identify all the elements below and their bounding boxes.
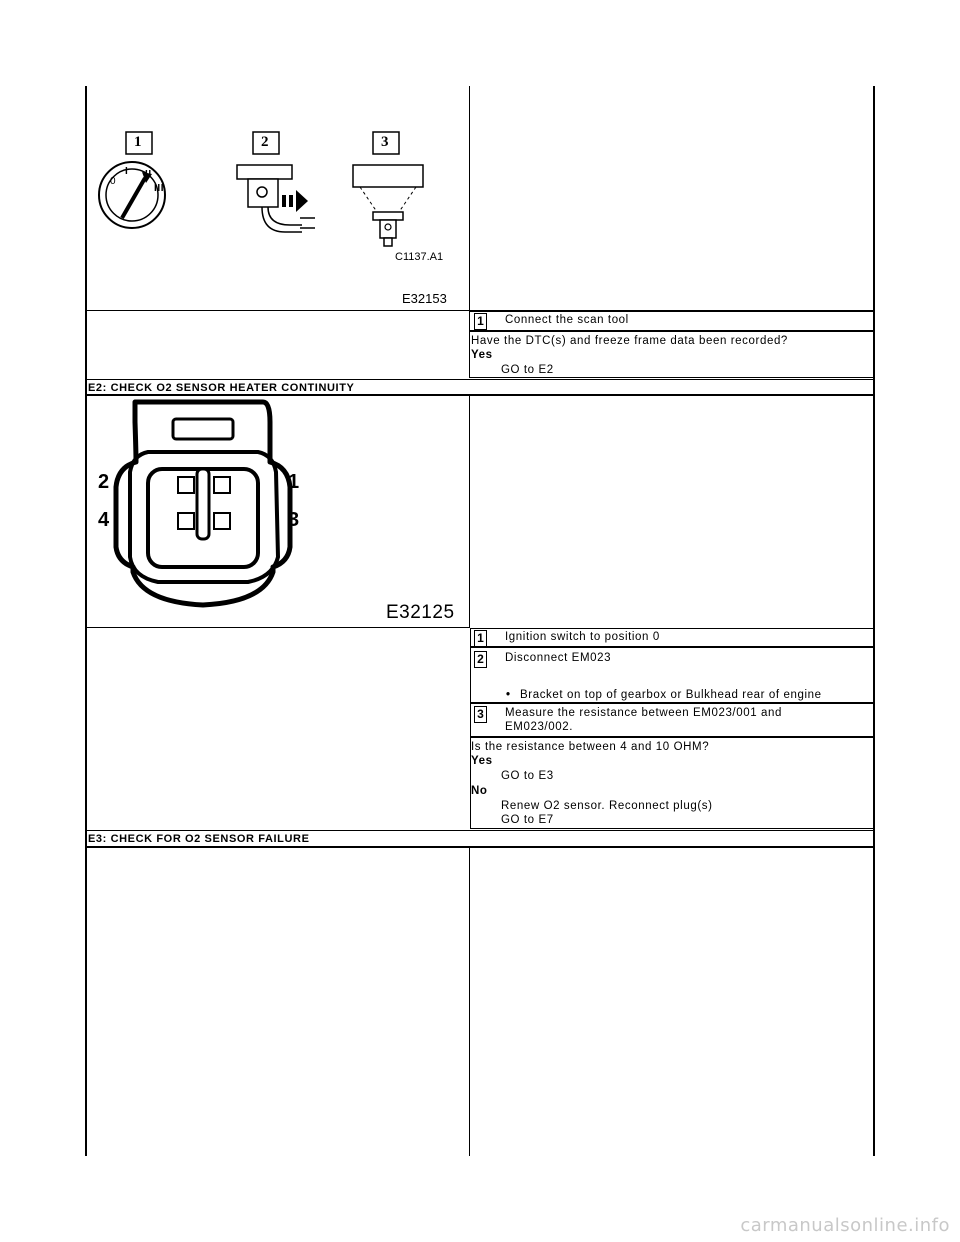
e2-heading-top-line [85,379,875,380]
fig2-right-border [469,396,470,628]
step-text: Ignition switch to position 0 [505,631,660,643]
callout-2: 2 [261,134,270,150]
step-number-badge: 2 [474,651,487,668]
step-text: Connect the scan tool [505,314,629,326]
step-text-line2: EM023/002. [505,721,574,733]
question-text: Is the resistance between 4 and 10 OHM? [471,741,710,753]
figure-connector-pinout [88,397,468,627]
scan-tool-procedure-diagram [90,120,465,310]
figure-reference: E32125 [386,602,455,623]
footer-watermark: carmanualsonline.info [740,1215,950,1236]
no-action-text: Renew O2 sensor. Reconnect plug(s) [501,800,713,812]
e2-heading-bottom-line [85,394,875,396]
e3-heading-bottom-line [85,846,875,848]
callout-3: 3 [381,134,390,150]
step3-bottom-line [470,736,875,738]
e2-bottom-line [470,828,875,829]
no-action-link[interactable]: GO to E7 [501,814,554,826]
step-row-top-line [470,311,875,312]
e2-step-left-border [470,628,471,829]
column-divider-bottom [469,848,470,1156]
step-number-badge: 3 [474,706,487,723]
pin-label-2: 2 [98,471,110,493]
dial-mark-1: I [125,166,129,177]
yes-label: Yes [471,755,493,767]
section-heading-e3: E3: CHECK FOR O2 SENSOR FAILURE [88,833,310,845]
pin-label-3: 3 [288,509,300,531]
step2-bottom-line [470,702,875,704]
figure-sub-reference: C1137.A1 [395,251,444,263]
figure-reference: E32153 [402,291,447,306]
pin-label-4: 4 [98,509,110,531]
step1-bottom-line [470,646,875,648]
section-heading-e2: E2: CHECK O2 SENSOR HEATER CONTINUITY [88,382,355,394]
step-number-badge: 1 [474,630,487,647]
step1-top-line [470,628,875,629]
step-text: Disconnect EM023 [505,652,612,664]
no-label: No [471,785,488,797]
outer-left-border [85,86,87,1156]
callout-1: 1 [134,134,143,150]
pin-label-1: 1 [288,471,300,493]
fig2-bottom-line [85,627,470,628]
e1-bottom-line [470,377,875,378]
connector-pinout-diagram [88,397,468,627]
step-number-badge: 1 [474,313,487,330]
step-bullet-text: Bracket on top of gearbox or Bulkhead rear of engine [520,689,822,701]
figure-scan-tool-procedure [90,120,465,310]
step-text-line1: Measure the resistance between EM023/001 and [505,707,783,719]
column-divider-top [469,86,470,378]
outer-right-border [873,86,875,1156]
e3-heading-top-line [85,830,875,831]
dial-mark-2: II [145,169,152,180]
dial-mark-3: III [154,183,165,194]
yes-label: Yes [471,349,493,361]
yes-action-link[interactable]: GO to E3 [501,770,554,782]
step-row-line [470,330,875,332]
bullet-icon: • [506,689,511,701]
question-text: Have the DTC(s) and freeze frame data been recorded? [471,335,788,347]
yes-action-link[interactable]: GO to E2 [501,364,554,376]
dial-mark-0: 0 [110,176,117,187]
